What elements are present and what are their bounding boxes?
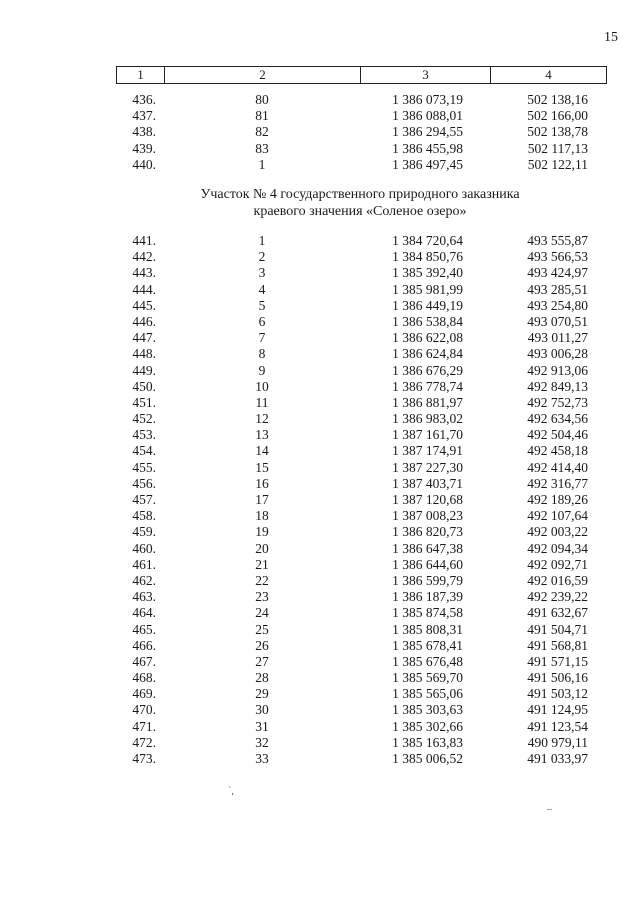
- row-number: 443.: [132, 265, 156, 281]
- coordinate-x: 1 385 163,83: [392, 734, 463, 750]
- row-number: 463.: [132, 589, 156, 605]
- point-number: 13: [255, 427, 269, 443]
- coordinate-x: 1 385 874,58: [392, 605, 463, 621]
- coordinate-x: 1 386 187,39: [392, 589, 463, 605]
- coordinate-y: 502 138,78: [527, 124, 588, 140]
- point-number: 24: [255, 605, 269, 621]
- coordinate-y: 491 632,67: [527, 605, 588, 621]
- coordinate-x: 1 384 720,64: [392, 233, 463, 248]
- coordinate-x: 1 386 073,19: [392, 92, 463, 107]
- point-number: 7: [258, 330, 266, 346]
- coordinate-y: 491 571,15: [527, 653, 588, 669]
- row-number: 473.: [132, 751, 156, 766]
- table-row: [0, 395, 640, 411]
- coordinate-rows-top: [0, 92, 640, 173]
- row-number: 439.: [132, 140, 156, 156]
- coordinate-x: 1 386 294,55: [392, 124, 463, 140]
- point-number: 11: [255, 394, 269, 410]
- coordinate-y: 502 166,00: [527, 108, 588, 124]
- table-row: [0, 638, 640, 654]
- coordinate-x: 1 386 820,73: [392, 524, 463, 540]
- row-number: 454.: [132, 443, 156, 459]
- coordinate-y: 491 123,54: [527, 718, 588, 734]
- coordinate-y: 492 239,22: [527, 589, 588, 605]
- coordinate-y: 492 003,22: [527, 524, 588, 540]
- coordinate-x: 1 385 678,41: [392, 637, 463, 653]
- point-number: 22: [255, 572, 269, 588]
- table-row: [0, 298, 640, 314]
- row-number: 467.: [132, 653, 156, 669]
- point-number: 21: [255, 556, 269, 572]
- coordinate-y: 492 752,73: [527, 394, 588, 410]
- coordinate-x: 1 387 120,68: [392, 492, 463, 507]
- column-header-2: 2: [165, 67, 361, 84]
- table-row: [0, 719, 640, 735]
- coordinate-y: 491 504,71: [527, 621, 588, 637]
- table-row: [0, 492, 640, 508]
- coordinate-y: 492 634,56: [527, 411, 588, 427]
- coordinate-y: 492 504,46: [527, 427, 588, 443]
- point-number: 33: [255, 751, 269, 766]
- coordinate-y: 502 122,11: [527, 156, 588, 172]
- point-number: 31: [255, 718, 269, 734]
- row-number: 465.: [132, 621, 156, 637]
- coordinate-y: 490 979,11: [527, 734, 588, 750]
- coordinate-y: 493 006,28: [527, 346, 588, 362]
- point-number: 4: [258, 281, 266, 297]
- row-number: 461.: [132, 556, 156, 572]
- row-number: 446.: [132, 313, 156, 329]
- point-number: 23: [255, 589, 269, 605]
- scan-artifact: `,: [228, 786, 234, 797]
- table-row: [0, 141, 640, 157]
- coordinate-x: 1 386 624,84: [392, 346, 463, 362]
- coordinate-x: 1 386 455,98: [392, 140, 463, 156]
- coordinate-x: 1 385 981,99: [392, 281, 463, 297]
- point-number: 6: [258, 313, 266, 329]
- coordinate-x: 1 385 392,40: [392, 265, 463, 281]
- point-number: 14: [255, 443, 269, 459]
- point-number: 81: [255, 108, 269, 124]
- coordinate-y: 493 070,51: [527, 313, 588, 329]
- coordinate-x: 1 384 850,76: [392, 249, 463, 265]
- coordinate-x: 1 386 497,45: [392, 156, 463, 172]
- table-row: [0, 541, 640, 557]
- table-row: [0, 314, 640, 330]
- coordinate-y: 493 555,87: [527, 233, 588, 248]
- table-row: [0, 686, 640, 702]
- coordinate-y: 492 316,77: [527, 475, 588, 491]
- coordinate-y: 491 568,81: [527, 637, 588, 653]
- table-row: [0, 363, 640, 379]
- point-number: 16: [255, 475, 269, 491]
- coordinate-x: 1 387 403,71: [392, 475, 463, 491]
- table-row: [0, 670, 640, 686]
- point-number: 1: [258, 156, 266, 172]
- row-number: 453.: [132, 427, 156, 443]
- point-number: 20: [255, 540, 269, 556]
- coordinate-y: 492 092,71: [527, 556, 588, 572]
- point-number: 27: [255, 653, 269, 669]
- coordinate-x: 1 385 808,31: [392, 621, 463, 637]
- point-number: 32: [255, 734, 269, 750]
- coordinate-x: 1 386 778,74: [392, 378, 463, 394]
- coordinate-y: 492 414,40: [527, 459, 588, 475]
- row-number: 462.: [132, 572, 156, 588]
- coordinate-x: 1 387 161,70: [392, 427, 463, 443]
- table-row: [0, 124, 640, 140]
- row-number: 466.: [132, 637, 156, 653]
- coordinate-y: 502 117,13: [527, 140, 588, 156]
- table-row: [0, 265, 640, 281]
- row-number: 456.: [132, 475, 156, 491]
- table-row: [0, 622, 640, 638]
- coordinate-y: 492 016,59: [527, 572, 588, 588]
- table-row: [0, 702, 640, 718]
- row-number: 440.: [132, 156, 156, 172]
- coordinate-y: 492 107,64: [527, 508, 588, 524]
- coordinate-rows-section-4: [0, 233, 640, 767]
- coordinate-x: 1 385 302,66: [392, 718, 463, 734]
- coordinate-x: 1 386 449,19: [392, 297, 463, 313]
- coordinate-y: 491 124,95: [527, 702, 588, 718]
- point-number: 25: [255, 621, 269, 637]
- table-row: [0, 654, 640, 670]
- table-row: [0, 476, 640, 492]
- point-number: 5: [258, 297, 266, 313]
- point-number: 28: [255, 670, 269, 686]
- row-number: 444.: [132, 281, 156, 297]
- column-header-3: 3: [361, 67, 491, 84]
- table-row: [0, 524, 640, 540]
- row-number: 438.: [132, 124, 156, 140]
- row-number: 451.: [132, 394, 156, 410]
- row-number: 447.: [132, 330, 156, 346]
- coordinate-x: 1 385 303,63: [392, 702, 463, 718]
- coordinate-x: 1 386 881,97: [392, 394, 463, 410]
- row-number: 472.: [132, 734, 156, 750]
- table-row: [0, 249, 640, 265]
- point-number: 1: [258, 233, 266, 248]
- coordinate-y: 493 424,97: [527, 265, 588, 281]
- coordinate-y: 492 849,13: [527, 378, 588, 394]
- coordinate-y: 493 011,27: [527, 330, 588, 346]
- coordinate-x: 1 385 676,48: [392, 653, 463, 669]
- table-row: [0, 557, 640, 573]
- coordinate-y: 493 254,80: [527, 297, 588, 313]
- coordinate-y: 493 285,51: [527, 281, 588, 297]
- point-number: 26: [255, 637, 269, 653]
- table-row: [0, 443, 640, 459]
- point-number: 15: [255, 459, 269, 475]
- table-row: [0, 92, 640, 108]
- row-number: 458.: [132, 508, 156, 524]
- table-row: [0, 379, 640, 395]
- coordinate-x: 1 386 676,29: [392, 362, 463, 378]
- coordinate-x: 1 386 647,38: [392, 540, 463, 556]
- table-row: [0, 411, 640, 427]
- coordinate-x: 1 386 088,01: [392, 108, 463, 124]
- column-header-table: [116, 66, 607, 84]
- row-number: 449.: [132, 362, 156, 378]
- coordinate-y: 491 033,97: [527, 751, 588, 766]
- column-header-1: 1: [117, 67, 165, 84]
- page-number: 15: [604, 30, 618, 45]
- row-number: 457.: [132, 492, 156, 507]
- coordinate-x: 1 387 008,23: [392, 508, 463, 524]
- table-row: [0, 735, 640, 751]
- row-number: 460.: [132, 540, 156, 556]
- coordinate-x: 1 386 599,79: [392, 572, 463, 588]
- point-number: 10: [255, 378, 269, 394]
- row-number: 469.: [132, 686, 156, 702]
- row-number: 452.: [132, 411, 156, 427]
- point-number: 19: [255, 524, 269, 540]
- table-row: [0, 282, 640, 298]
- coordinate-x: 1 387 227,30: [392, 459, 463, 475]
- point-number: 12: [255, 411, 269, 427]
- row-number: 455.: [132, 459, 156, 475]
- coordinate-x: 1 386 622,08: [392, 330, 463, 346]
- coordinate-y: 491 503,12: [527, 686, 588, 702]
- table-row: [0, 589, 640, 605]
- coordinate-x: 1 386 644,60: [392, 556, 463, 572]
- point-number: 18: [255, 508, 269, 524]
- point-number: 8: [258, 346, 266, 362]
- point-number: 9: [258, 362, 266, 378]
- table-row: [0, 605, 640, 621]
- row-number: 448.: [132, 346, 156, 362]
- column-header-row: [117, 67, 607, 84]
- row-number: 437.: [132, 108, 156, 124]
- table-row: [0, 330, 640, 346]
- section-title-line-1: Участок № 4 государственного природного заказника: [200, 187, 520, 202]
- table-row: [0, 108, 640, 124]
- coordinate-y: 492 913,06: [527, 362, 588, 378]
- row-number: 442.: [132, 249, 156, 265]
- column-header-4: 4: [491, 67, 607, 84]
- point-number: 17: [255, 492, 269, 507]
- coordinate-x: 1 385 565,06: [392, 686, 463, 702]
- coordinate-y: 492 458,18: [527, 443, 588, 459]
- point-number: 80: [255, 92, 269, 107]
- row-number: 468.: [132, 670, 156, 686]
- row-number: 470.: [132, 702, 156, 718]
- table-row: [0, 573, 640, 589]
- point-number: 30: [255, 702, 269, 718]
- point-number: 29: [255, 686, 269, 702]
- coordinate-x: 1 386 983,02: [392, 411, 463, 427]
- point-number: 2: [258, 249, 266, 265]
- section-title: [150, 186, 570, 220]
- row-number: 436.: [132, 92, 156, 107]
- coordinate-x: 1 385 006,52: [392, 751, 463, 766]
- coordinate-x: 1 385 569,70: [392, 670, 463, 686]
- table-row: [0, 233, 640, 249]
- coordinate-y: 491 506,16: [527, 670, 588, 686]
- coordinate-x: 1 386 538,84: [392, 313, 463, 329]
- table-row: [0, 157, 640, 173]
- coordinate-y: 493 566,53: [527, 249, 588, 265]
- coordinate-y: 502 138,16: [527, 92, 588, 107]
- row-number: 471.: [132, 718, 156, 734]
- point-number: 3: [258, 265, 266, 281]
- coordinate-x: 1 387 174,91: [392, 443, 463, 459]
- coordinate-y: 492 189,26: [527, 492, 588, 507]
- table-row: [0, 427, 640, 443]
- row-number: 441.: [132, 233, 156, 248]
- table-row: [0, 508, 640, 524]
- row-number: 450.: [132, 378, 156, 394]
- coordinate-y: 492 094,34: [527, 540, 588, 556]
- table-row: [0, 346, 640, 362]
- point-number: 82: [255, 124, 269, 140]
- row-number: 464.: [132, 605, 156, 621]
- table-row: [0, 751, 640, 767]
- row-number: 459.: [132, 524, 156, 540]
- table-row: [0, 460, 640, 476]
- point-number: 83: [255, 140, 269, 156]
- section-title-line-2: краевого значения «Соленое озеро»: [253, 204, 467, 219]
- row-number: 445.: [132, 297, 156, 313]
- scan-artifact: _: [547, 800, 552, 811]
